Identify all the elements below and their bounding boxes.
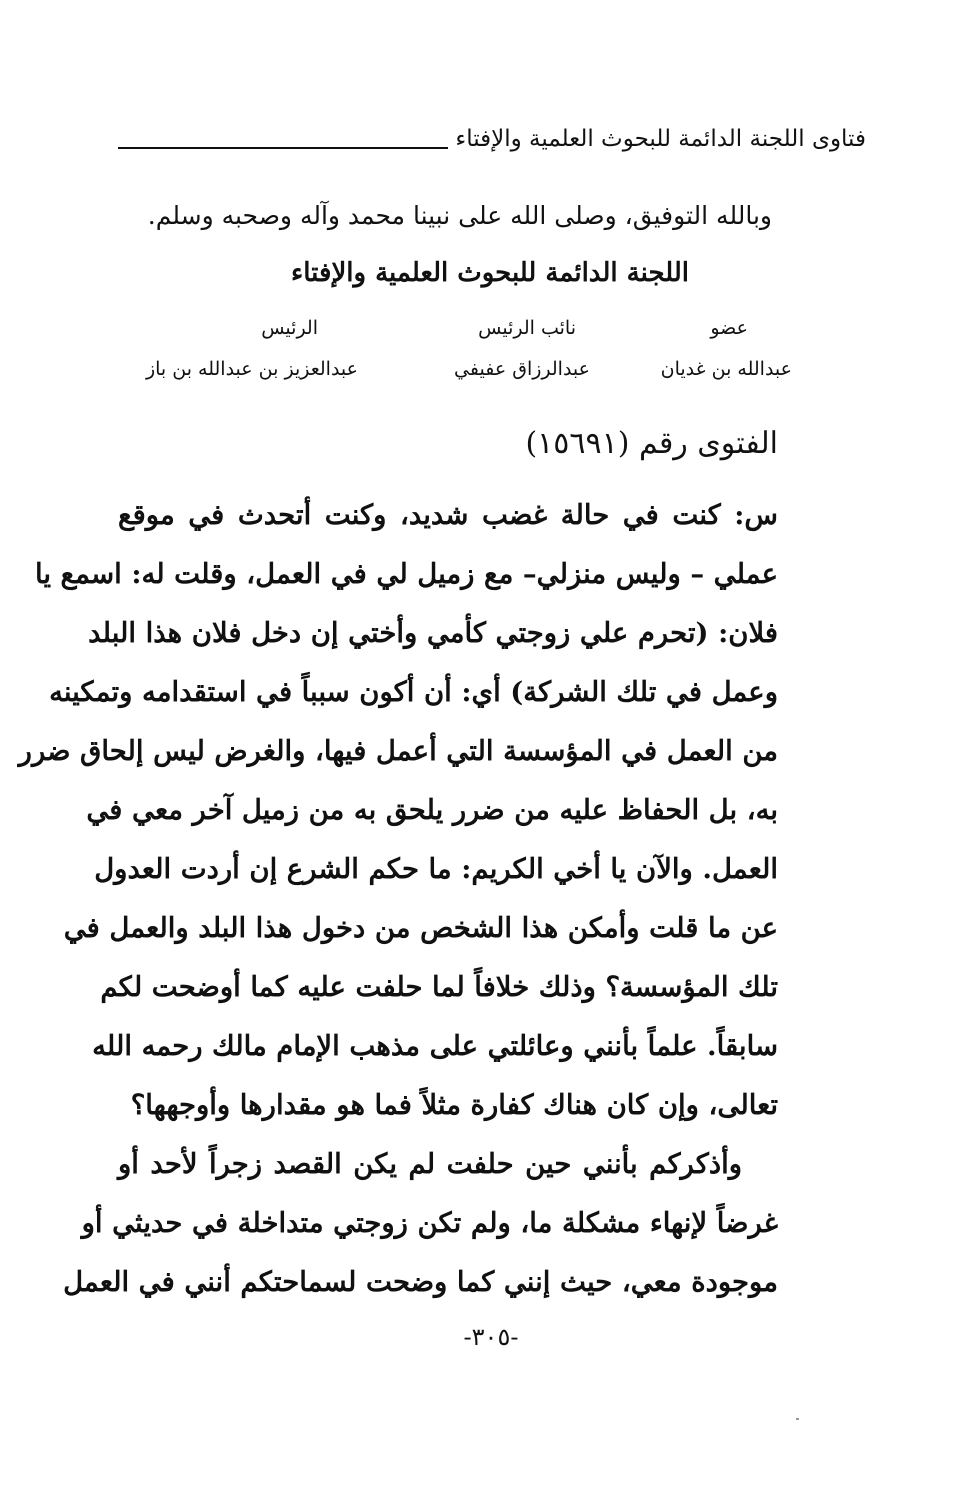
question-line: من العمل في المؤسسة التي أعمل فيها، والغرض ليس إلحاق ضرر <box>18 735 778 767</box>
question-line: تعالى، وإن كان هناك كفارة مثلاً فما هو مقدارها وأوجهها؟ <box>130 1089 778 1121</box>
signatory-name-president: عبدالعزيز بن عبدالله بن باز <box>145 358 358 380</box>
question-line: سابقاً. علماً بأنني وعائلتي على مذهب الإمام مالك رحمه الله <box>92 1030 778 1062</box>
signatory-role-vice-president: نائب الرئيس <box>478 317 576 339</box>
question-line: تلك المؤسسة؟ وذلك خلافاً لما حلفت عليه كما أوضحت لكم <box>100 971 778 1003</box>
fatwa-number: الفتوى رقم (١٥٦٩١) <box>525 426 778 461</box>
signatory-role-president: الرئيس <box>261 317 318 339</box>
question-line: غرضاً لإنهاء مشكلة ما، ولم تكن زوجتي متداخلة في حديثي أو <box>81 1207 778 1239</box>
signatory-name-member: عبدالله بن غديان <box>660 358 792 380</box>
scan-speck <box>796 1418 799 1420</box>
question-line: به، بل الحفاظ عليه من ضرر يلحق به من زميل آخر معي في <box>86 794 778 826</box>
question-line: العمل. والآن يا أخي الكريم: ما حكم الشرع إن أردت العدول <box>94 853 778 885</box>
question-line: موجودة معي، حيث إنني كما وضحت لسماحتكم أنني في العمل <box>63 1266 778 1298</box>
question-line: فلان: (تحرم علي زوجتي كأمي وأختي إن دخل فلان هذا البلد <box>88 617 778 649</box>
question-line: وأذكركم بأنني حين حلفت لم يكن القصد زجراً لأحد أو <box>118 1148 742 1180</box>
closing-formula: وبالله التوفيق، وصلى الله على نبينا محمد وآله وصحبه وسلم. <box>147 201 772 230</box>
page-number: -٣٠٥- <box>463 1323 519 1351</box>
signatory-name-vice-president: عبدالرزاق عفيفي <box>454 358 590 380</box>
question-text <box>18 486 778 1312</box>
running-header-title: فتاوى اللجنة الدائمة للبحوث العلمية والإفتاء <box>455 126 866 152</box>
question-line: س: كنت في حالة غضب شديد، وكنت أتحدث في موقع <box>118 499 778 531</box>
question-line: وعمل في تلك الشركة) أي: أن أكون سبباً في استقدامه وتمكينه <box>49 676 778 708</box>
question-line: عن ما قلت وأمكن هذا الشخص من دخول هذا البلد والعمل في <box>63 912 778 944</box>
signatory-role-member: عضو <box>710 317 748 339</box>
committee-name: اللجنة الدائمة للبحوث العلمية والإفتاء <box>291 258 689 288</box>
header-rule <box>118 147 448 149</box>
question-line: عملي – وليس منزلي– مع زميل لي في العمل، وقلت له: اسمع يا <box>34 558 778 590</box>
